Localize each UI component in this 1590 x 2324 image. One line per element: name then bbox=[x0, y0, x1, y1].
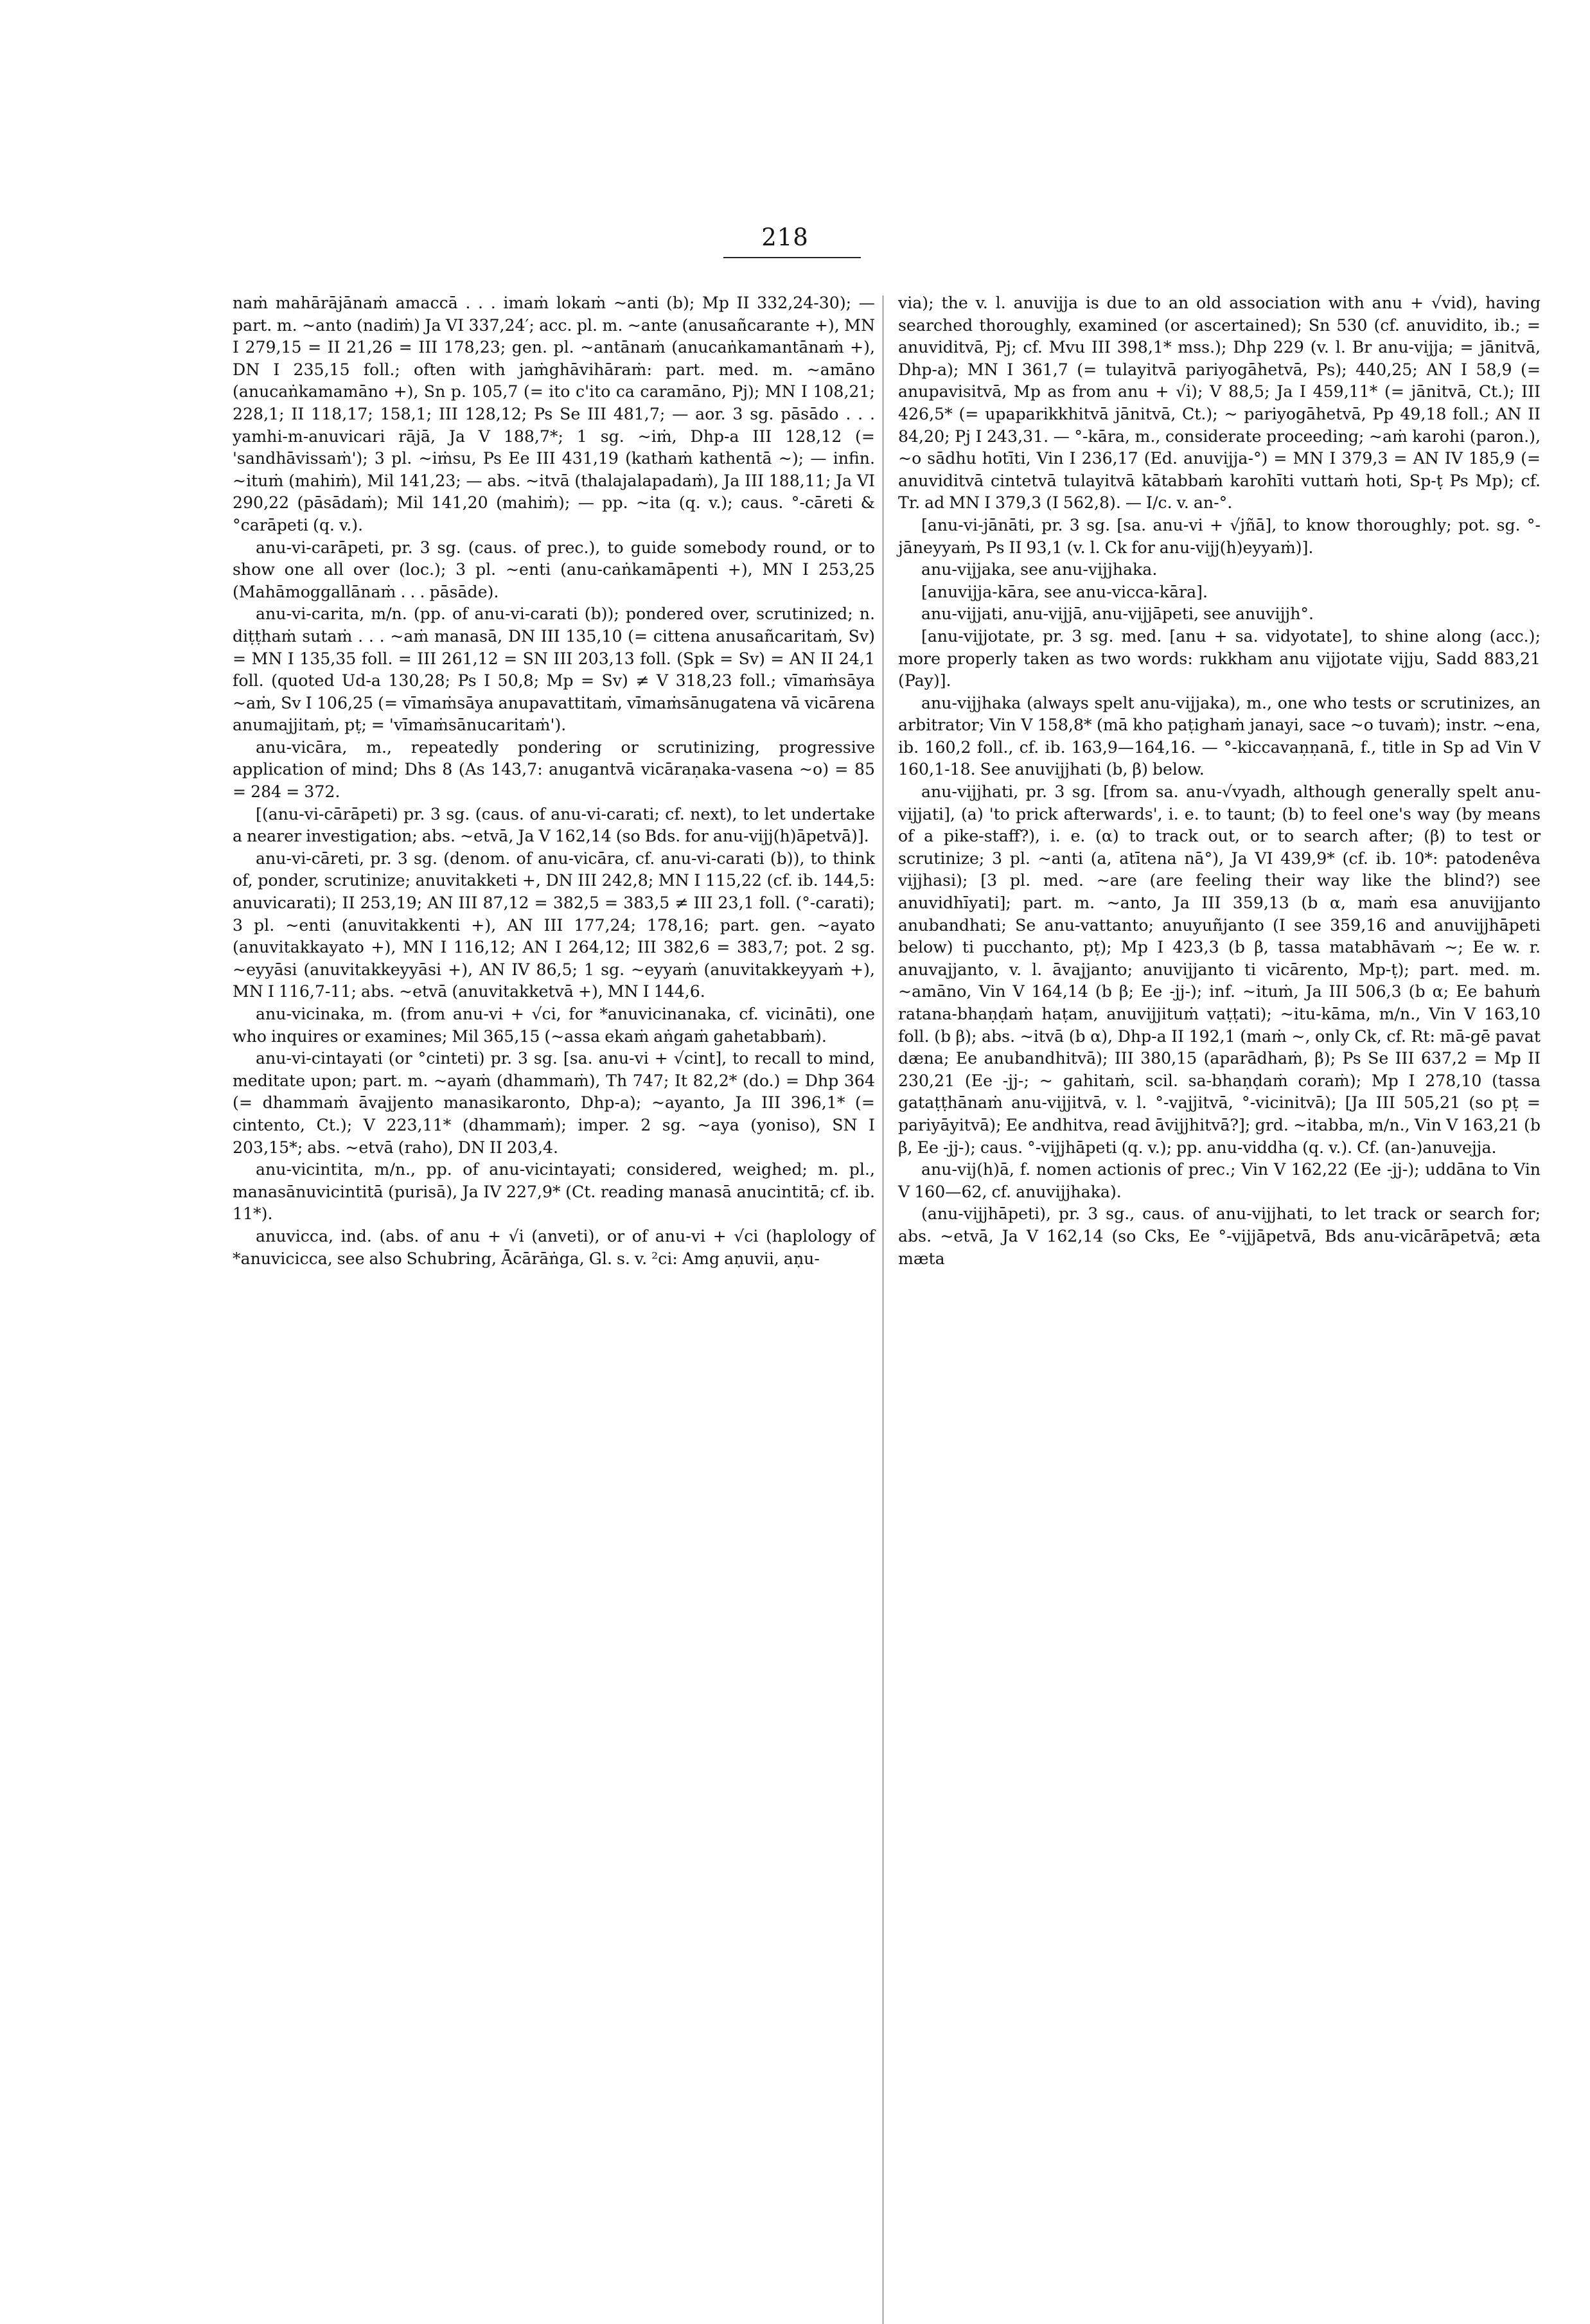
header-rule bbox=[723, 257, 861, 258]
dictionary-entry: anu-vicinaka, m. (from anu-vi + √ci, for *anuvicinanaka, cf. vicināti), one who inquires or examines; Mil 365,15 (~assa ekaṁ aṅgaṁ gahetabbaṁ). bbox=[233, 1005, 875, 1046]
left-column bbox=[233, 292, 875, 1270]
dictionary-entry: anu-vijjati, anu-vijjā, anu-vijjāpeti, see anuvijjh°. bbox=[921, 604, 1314, 624]
dictionary-entry: anuvicca, ind. (abs. of anu + √i (anveti), or of anu-vi + √ci (haplology of *anuvicicca, see also Schubring, Ācārāṅga, Gl. s. v. ²ci: Amg aṇuvii, aṇu- bbox=[233, 1226, 875, 1268]
right-column bbox=[898, 292, 1541, 1270]
dictionary-entry: anu-vi-carita, m/n. (pp. of anu-vi-carati (b)); pondered over, scrutinized; n. diṭṭhaṁ sutaṁ . . . ~aṁ manasā, DN III 135,10 (= cittena anusañcaritaṁ, Sv) = MN I 135,35 foll. = III 261,12 = SN III 203,13 foll. (Spk = Sv) = AN II 24,1 foll. (quoted Ud-a 130,28; Ps I 50,8; Mp = Sv) ≠ V 318,23 foll.; vīmaṁsāya ~aṁ, Sv I 106,25 (= vīmaṁsāya anupavattitaṁ, vīmaṁsānugatena vā vicārena anumajjitaṁ, pṭ; = 'vīmaṁsānucaritaṁ'). bbox=[233, 604, 875, 735]
dictionary-entry: [anu-vijjotate, pr. 3 sg. med. [anu + sa. vidyotate], to shine along (acc.); more properly taken as two words: rukkham anu vijjotate vijju, Sadd 883,21 (Pay)]. bbox=[898, 626, 1541, 691]
dictionary-entry: [anu-vi-jānāti, pr. 3 sg. [sa. anu-vi + √jñā], to know thoroughly; pot. sg. °-jāneyyaṁ, Ps II 93,1 (v. l. Ck for anu-vijj(h)eyyaṁ)]. bbox=[898, 515, 1541, 557]
dictionary-entry: anu-vi-cintayati (or °cinteti) pr. 3 sg. [sa. anu-vi + √cint], to recall to mind, meditate upon; part. m. ~ayaṁ (dhammaṁ), Th 747; It 82,2* (do.) = Dhp 364 (= dhammaṁ āvajjento manasikaronto, Dhp-a); ~ayanto, Ja III 396,1* (= cintento, Ct.); V 223,11* (dhammaṁ); imper. 2 sg. ~aya (yoniso), SN I 203,15*; abs. ~etvā (raho), DN II 203,4. bbox=[233, 1049, 875, 1157]
dictionary-entry: anu-vij(h)ā, f. nomen actionis of prec.; Vin V 162,22 (Ee -jj-); uddāna to Vin V 160—62, cf. anuvijjhaka). bbox=[898, 1160, 1541, 1201]
dictionary-entry: anu-vicintita, m/n., pp. of anu-vicintayati; considered, weighed; m. pl., manasānuvicintitā (purisā), Ja IV 227,9* (Ct. reading manasā anucintitā; cf. ib. 11*). bbox=[233, 1160, 875, 1224]
dictionary-entry: anu-vijjaka, see anu-vijjhaka. bbox=[921, 560, 1158, 579]
dictionary-entry: via); the v. l. anuvijja is due to an old association with anu + √vid), having searched thoroughly, examined (or ascertained); Sn 530 (cf. anuvidito, ib.; = anuviditvā, Pj; cf. Mvu III 398,1* mss.); Dhp 229 (v. l. Br anu-vijja; = jānitvā, Dhp-a); MN I 361,7 (= tulayitvā pariyogāhetvā, Ps); 440,25; AN I 58,9 (= anupavisitvā, Mp as from anu + √i); V 88,5; Ja I 459,11* (= jānitvā, Ct.); III 426,5* (= upaparikkhitvā jānitvā, Ct.); ~ pariyogāhetvā, Pp 49,18 foll.; AN II 84,20; Pj I 243,31. — °-kāra, m., considerate proceeding; ~aṁ karohi (paron.), ~o sādhu hotīti, Vin I 236,17 (Ed. anuvijja-°) = MN I 379,3 = AN IV 185,9 (= anuviditvā cintetvā tulayitvā kātabbaṁ karohīti vuttaṁ hoti, Sp-ṭ Ps Mp); cf. Tr. ad MN I 379,3 (I 562,8). — I/c. v. an-°. bbox=[898, 294, 1541, 513]
dictionary-entry: anu-vi-cāreti, pr. 3 sg. (denom. of anu-vicāra, cf. anu-vi-carati (b)), to think of, ponder, scrutinize; anuvitakketi +, DN III 242,8; MN I 115,22 (cf. ib. 144,5: anuvicarati); II 253,19; AN III 87,12 = 382,5 = 383,5 ≠ III 23,1 foll. (°-carati); 3 pl. ~enti (anuvitakkenti +), AN III 177,24; 178,16; part. gen. ~ayato (anuvitakkayato +), MN I 116,12; AN I 264,12; III 382,6 = 383,7; pot. 2 sg. ~eyyāsi (anuvitakkeyyāsi +), AN IV 86,5; 1 sg. ~eyyaṁ (anuvitakkeyyaṁ +), MN I 116,7-11; abs. ~etvā (anuvitakketvā +), MN I 144,6. bbox=[233, 849, 875, 1001]
dictionary-entry: naṁ mahārājānaṁ amaccā . . . imaṁ lokaṁ ~anti (b); Mp II 332,24-30); — part. m. ~anto (nadiṁ) Ja VI 337,24′; acc. pl. m. ~ante (anusañcarante +), MN I 279,15 = II 21,26 = III 178,23; gen. pl. ~antānaṁ (anucaṅkamantānaṁ +), DN I 235,15 foll.; often with jaṁghāvihāraṁ: part. med. m. ~amāno (anucaṅkamamāno +), Sn p. 105,7 (= ito c'ito ca caramāno, Pj); MN I 108,21; 228,1; II 118,17; 158,1; III 128,12; Ps Se III 481,7; — aor. 3 sg. pāsādo . . . yamhi-m-anuvicari rājā, Ja V 188,7*; 1 sg. ~iṁ, Dhp-a III 128,12 (= 'sandhāvissaṁ'); 3 pl. ~iṁsu, Ps Ee III 431,19 (kathaṁ kathentā ~); — infin. ~ituṁ (mahiṁ), Mil 141,23; — abs. ~itvā (thalajalapadaṁ), Ja III 188,11; Ja VI 290,22 (pāsādaṁ); Mil 141,20 (mahiṁ); — pp. ~ita (q. v.); caus. °-cāreti & °carāpeti (q. v.). bbox=[233, 294, 875, 534]
dictionary-entry: anu-vi-carāpeti, pr. 3 sg. (caus. of prec.), to guide somebody round, or to show one all over (loc.); 3 pl. ~enti (anu-caṅkamāpenti +), MN I 253,25 (Mahāmoggallānaṁ . . . pāsāde). bbox=[233, 538, 875, 601]
dictionary-entry: anu-vijjhati, pr. 3 sg. [from sa. anu-√vyadh, although generally spelt anu-vijjati], (a) 'to prick afterwards', i. e. to taunt; (b) to feel one's way (by means of a pike-staff?), i. e. (α) to track out, or to search after; (β) to test or scrutinize; 3 pl. ~anti (a, atītena nā°), Ja VI 439,9* (cf. ib. 10*: patodenêva vijjhasi); [3 pl. med. ~are (are feeling their way like the blind?) see anuvidhīyati]; part. m. ~anto, Ja III 359,13 (b α, maṁ esa anuvijjanto anubandhati; Se anu-vattanto; anuyuñjanto (I see 359,16 and anuvijjhāpeti below) ti pucchanto, pṭ); Mp I 423,3 (b β, tassa matabhāvaṁ ~; Ee w. r. anuvajjanto, v. l. āvajjanto; anuvijjanto ti vicārento, Mp-ṭ); part. med. m. ~amāno, Vin V 164,14 (b β; Ee -jj-); inf. ~ituṁ, Ja III 506,3 (b α; Ee bahuṁ ratana-bhaṇḍaṁ haṭam, anuvijjituṁ vaṭṭati); ~itu-kāma, m/n., Vin V 163,10 foll. (b β); abs. ~itvā (b α), Dhp-a II 192,1 (maṁ ~, only Ck, cf. Rt: mā-gē pavat dæna; Ee anubandhitvā); III 380,15 (aparādhaṁ, β); Ps Se III 637,2 = Mp II 230,21 (Ee -jj-; ~ gahitaṁ, scil. sa-bhaṇḍaṁ coraṁ); Mp I 278,10 (tassa gataṭṭhānaṁ anu-vijjitvā, v. l. °-vajjitvā, °-vicinitvā); [Ja III 505,21 (so pṭ = pariyāyitvā); Ee andhitva, read āvijjhitvā?]; grd. ~itabba, m/n., Vin V 163,21 (b β, Ee -jj-); caus. °-vijjhāpeti (q. v.); pp. anu-viddha (q. v.). Cf. (an-)anuvejja. bbox=[898, 782, 1541, 1157]
dictionary-entry: [(anu-vi-cārāpeti) pr. 3 sg. (caus. of anu-vi-carati; cf. next), to let undertake a nearer investigation; abs. ~etvā, Ja V 162,14 (so Bds. for anu-vijj(h)āpetvā)]. bbox=[233, 804, 875, 846]
dictionary-entry: (anu-vijjhāpeti), pr. 3 sg., caus. of anu-vijjhati, to let track or search for; abs. ~etvā, Ja V 162,14 (so Cks, Ee °-vijjāpetvā, Bds anu-vicārāpetvā; æta mæta bbox=[898, 1204, 1541, 1268]
dictionary-entry: anu-vicāra, m., repeatedly pondering or scrutinizing, progressive application of mind; Dhs 8 (As 143,7: anugantvā vicāraṇaka-vasena ~o) = 85 = 284 = 372. bbox=[233, 737, 875, 802]
dictionary-entry: [anuvijja-kāra, see anu-vicca-kāra]. bbox=[921, 582, 1208, 601]
dictionary-entry: anu-vijjhaka (always spelt anu-vijjaka), m., one who tests or scrutinizes, an arbitrator; Vin V 158,8* (mā kho paṭighaṁ janayi, sace ~o tuvaṁ); instr. ~ena, ib. 160,2 foll., cf. ib. 163,9—164,16. — °-kiccavaṇṇanā, f., title in Sp ad Vin V 160,1-18. See anuvijjhati (b, β) below. bbox=[898, 693, 1541, 779]
page-number: 218 bbox=[761, 224, 809, 251]
